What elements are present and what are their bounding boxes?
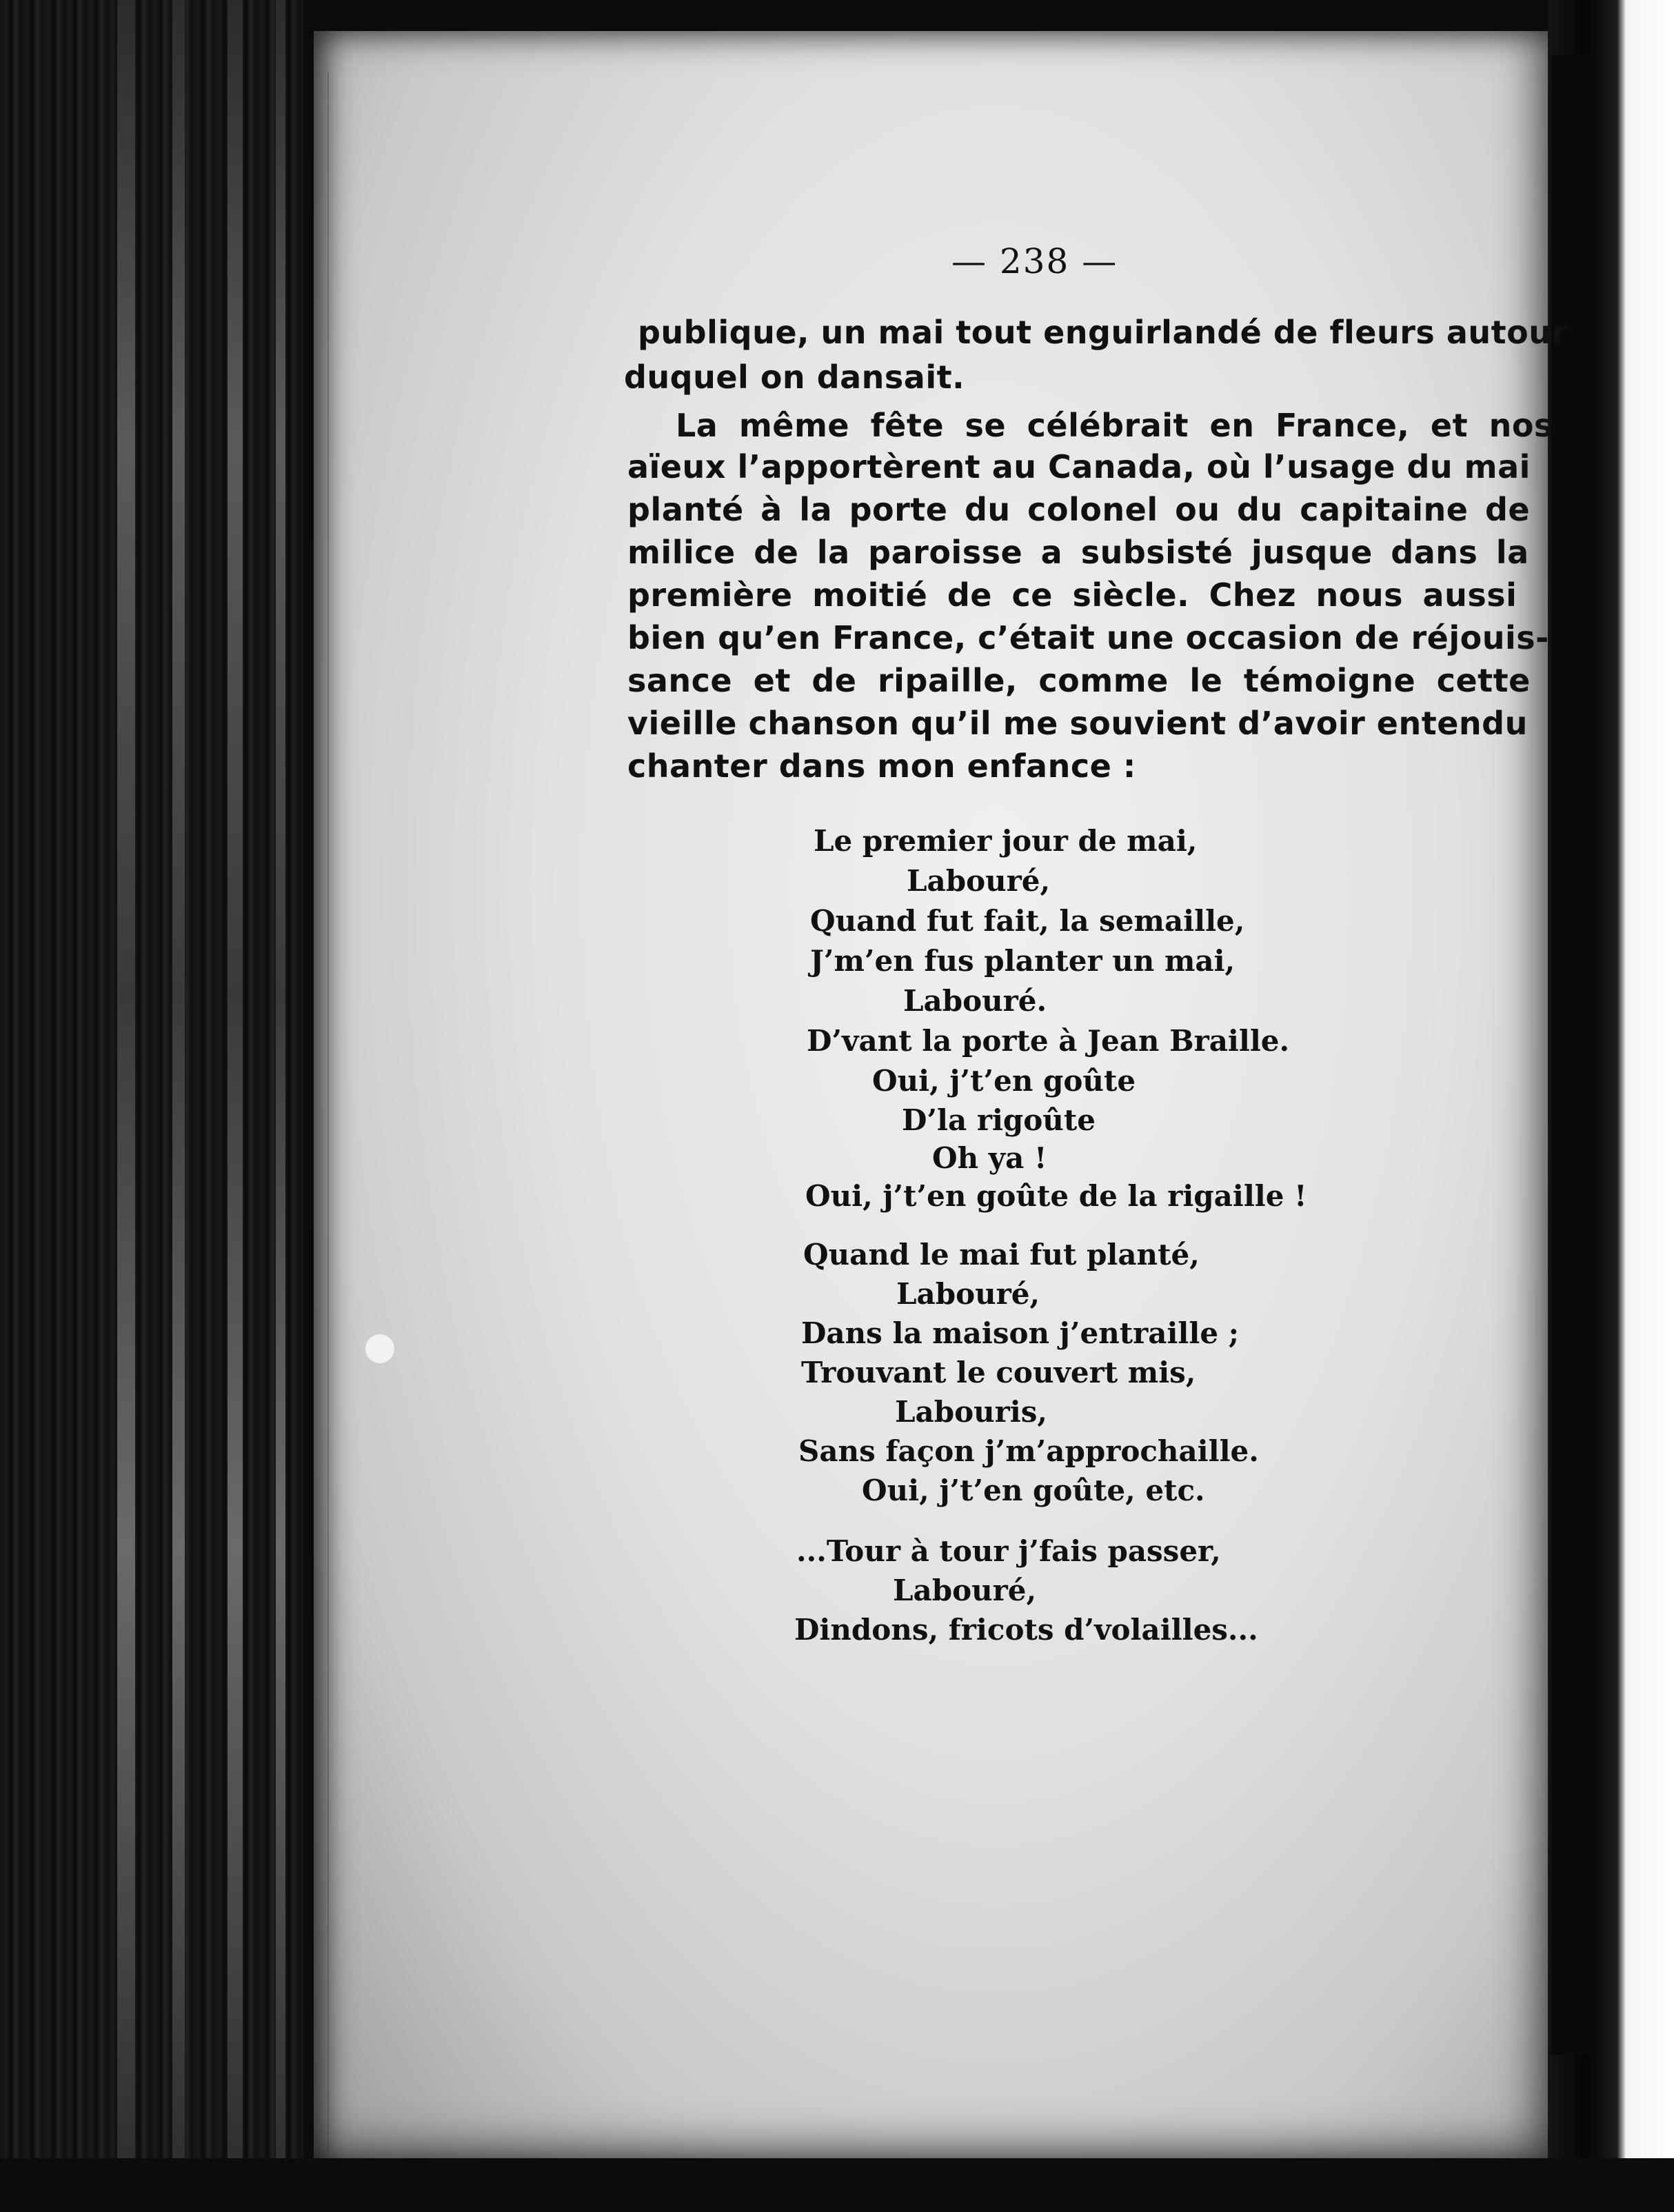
verse-line: Sans façon j’m’approchaille. — [798, 1434, 1259, 1468]
prose-line: publique, un mai tout enguirlandé de fleurs autour — [638, 314, 1568, 351]
book-edge-left — [0, 0, 303, 2212]
verse-line: Oui, j’t’en goûte — [872, 1064, 1136, 1098]
verse-line: Oui, j’t’en goûte, etc. — [862, 1474, 1205, 1507]
verse-line: Dindons, fricots d’volailles... — [794, 1613, 1258, 1647]
binding-shadow — [1551, 55, 1593, 2055]
verse-line: Oh ya ! — [932, 1141, 1047, 1175]
prose-line: bien qu’en France, c’était une occasion de réjouis- — [627, 619, 1549, 656]
verse-line: D’la rigoûte — [902, 1103, 1096, 1137]
prose-line: milice de la paroisse a subsisté jusque dans la — [627, 534, 1529, 571]
verse-line: Labouris, — [895, 1395, 1048, 1429]
book-page — [314, 31, 1555, 2169]
book-edge-bottom — [0, 2158, 1674, 2212]
verse-line: J’m’en fus planter un mai, — [810, 944, 1236, 978]
page-number: — 238 — — [951, 241, 1118, 281]
verse-line: Trouvant le couvert mis, — [801, 1356, 1196, 1389]
page-edge-stripe — [228, 0, 243, 2212]
verse-line: Quand le mai fut planté, — [803, 1238, 1200, 1271]
verse-line: Labouré. — [903, 984, 1047, 1018]
prose-line: planté à la porte du colonel ou du capitaine de — [627, 491, 1531, 528]
page-edge-stripe — [117, 0, 135, 2212]
verse-line: Quand fut fait, la semaille, — [810, 904, 1245, 938]
verse-line: Labouré, — [896, 1277, 1040, 1311]
verse-line: Dans la maison j’entraille ; — [801, 1316, 1240, 1350]
verse-line: Labouré, — [907, 864, 1051, 898]
prose-line: chanter dans mon enfance : — [627, 747, 1136, 785]
prose-line: duquel on dansait. — [624, 359, 965, 396]
paper-spot — [365, 1334, 394, 1363]
prose-line: aïeux l’apportèrent au Canada, où l’usage du mai — [627, 448, 1531, 485]
page-margin-rule — [327, 72, 329, 2169]
page-edge-stripe — [276, 0, 285, 2212]
prose-line: sance et de ripaille, comme le témoigne cette — [627, 662, 1531, 699]
prose-line: vieille chanson qu’il me souvient d’avoir entendu — [627, 705, 1528, 742]
verse-line: Oui, j’t’en goûte de la rigaille ! — [805, 1179, 1307, 1213]
verse-line: ...Tour à tour j’fais passer, — [796, 1534, 1221, 1568]
page-edge-stripe — [172, 0, 185, 2212]
prose-line: première moitié de ce siècle. Chez nous aussi — [627, 576, 1517, 614]
verse-line: Labouré, — [893, 1573, 1037, 1607]
verse-line: D’vant la porte à Jean Braille. — [807, 1024, 1290, 1058]
prose-line: La même fête se célébrait en France, et nos — [676, 407, 1553, 444]
verse-line: Le premier jour de mai, — [814, 824, 1198, 858]
